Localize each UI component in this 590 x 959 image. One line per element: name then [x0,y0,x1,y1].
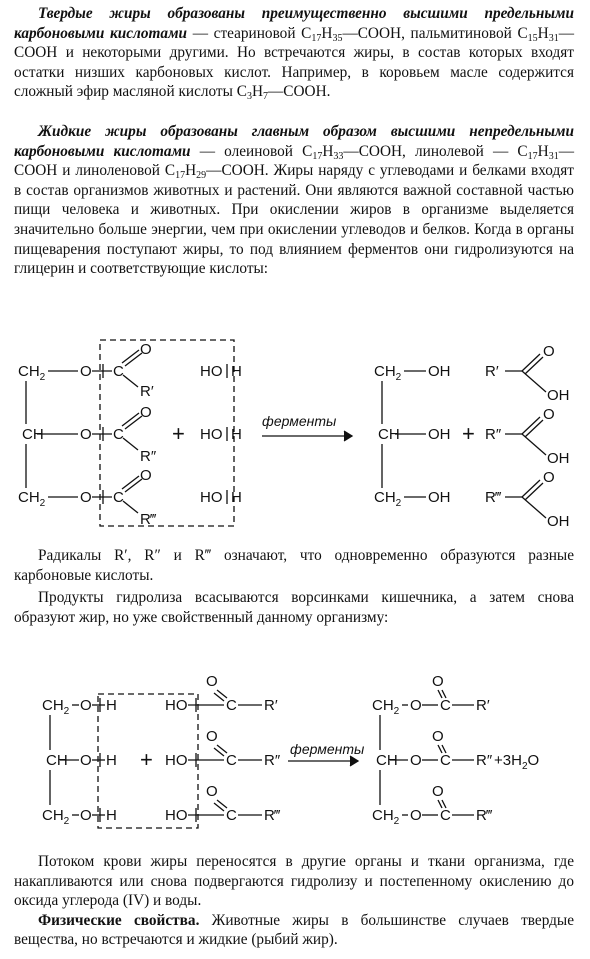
text: —COOH, линолевой — C [343,142,528,160]
text: H [322,142,334,160]
ho-group: HO [165,697,188,714]
h-atom: H [106,697,117,714]
lead-solid-fats: Твердые жиры образованы преимущественно высшими предельными карбоновыми кислотами [14,5,574,42]
oh-group: OH [547,450,570,467]
radical-r1: R′ [476,697,490,714]
paragraph-solid-fats [14,4,574,102]
oh-group: OH [428,489,451,506]
radical-r2: R″ [476,752,493,769]
text: Потоком крови жиры переносятся в другие органы и ткани организма, где накапливаются или снова подвергаются гидролизу и постепенному окислению до оксида углерода (IV) и воды. [14,853,574,910]
lead-liquid-fats: Жидкие жиры образованы главным образом высшими непредельными карбоновыми кислотами [14,123,574,160]
text: —COOH. [268,83,331,101]
o-atom: O [80,752,92,769]
water-term: $+3H_2O$ [494,752,540,772]
o-atom: O [410,807,422,824]
subscript: 29 [196,170,207,182]
o-atom: O [543,469,555,486]
o-atom: O [140,467,152,484]
subscript: 15 [527,32,538,44]
radical-r3: R‴ [485,489,502,506]
o-atom: O [206,673,218,690]
ch-mid: CH [46,752,68,769]
c-atom: C [226,807,237,824]
ch2-bot: $CH_2$ [374,489,402,509]
arrow-label: ферменты [262,413,337,429]
subscript: 33 [333,150,344,162]
ch-mid: CH [22,426,44,443]
section-heading-physical: Физические свойства. [38,911,200,929]
o-atom: O [80,363,92,380]
text: — стеариновой C [187,24,312,42]
oh-group: OH [428,426,451,443]
subscript: 17 [312,150,323,162]
c-atom: C [226,752,237,769]
text: H [251,83,263,101]
o-atom: O [140,341,152,358]
ch2-bot: $CH_2$ [42,807,70,827]
subscript: 3 [246,91,252,103]
c-atom: C [226,697,237,714]
ch2-top: $CH_2$ [18,363,46,383]
paragraph-transport [14,852,574,950]
text: Продукты гидролиза всасываются ворсинками кишечника, а затем снова образуют жир, но уже свойственный данному организму: [14,589,574,626]
text: H [537,24,549,42]
o-atom: O [80,807,92,824]
c-atom: C [113,363,124,380]
o-atom: O [432,673,444,690]
subscript: 31 [548,32,559,44]
o-atom: O [432,728,444,745]
arrow-label: ферменты [290,741,365,757]
text: Животные жиры в большинстве случаев твердые вещества, но встречаются и жидкие (рыбий жир). [14,911,574,949]
o-atom: O [543,406,555,423]
radical-r2: R″ [140,448,157,465]
c-atom: C [113,489,124,506]
o-atom: O [206,728,218,745]
o-atom: O [80,426,92,443]
subscript: 17 [527,150,538,162]
radical-r3: R‴ [476,807,493,824]
radical-r1: R′ [140,383,154,400]
water-h: H [231,426,242,443]
text: H [537,142,549,160]
o-atom: O [80,489,92,506]
o-atom: O [410,752,422,769]
text: —COOH и линоленовой C [14,142,574,180]
c-atom: C [440,807,451,824]
radical-r2: R″ [264,752,281,769]
ho-group: HO [165,807,188,824]
radical-r3: R‴ [264,807,281,824]
ch2-top: $CH_2$ [42,697,70,717]
text: H [321,24,333,42]
plus-sign: + [140,747,153,772]
oh-group: OH [547,387,570,404]
text: Радикалы R′, R″ и R‴ означают, что одновременно образуются разные карбоновые кислоты. [14,547,574,584]
oh-group: OH [547,513,570,530]
subscript: 7 [263,91,268,103]
text: —COOH. Жиры наряду с углеводами и белками входят в состав организмов животных и растений. Они являются важной составной частью пищи человека и животных. При окислении жиров в организме выделяется значительно больше энергии, чем при окислении углеводов и белков. Когда в органы пищеварения поступают жиры, то под влиянием ферментов они гидролизуются на глицерин и соответствующие кислоты: [14,162,574,278]
c-atom: C [440,697,451,714]
paragraph-radicals [14,546,574,585]
ch-mid: CH [378,426,400,443]
text: —COOH и некоторыми другими. Но встречаются жиры, в состав которых входят остатки низших карбоновых кислот. Например, в коровьем масле содержится сложный эфир масляной кислоты C [14,24,575,101]
h-atom: H [106,807,117,824]
synthesis-diagram [0,664,590,844]
text: —COOH, пальмитиновой C [342,24,528,42]
h-atom: H [106,752,117,769]
subscript: 17 [175,170,186,182]
oh-group: OH [428,363,451,380]
subscript: 17 [311,32,322,44]
ch-mid: CH [376,752,398,769]
c-atom: C [440,752,451,769]
o-atom: O [206,783,218,800]
water-ho: HO [200,363,223,380]
plus-sign: + [462,421,475,446]
text: — олеиновой C [190,142,313,160]
water-h: H [231,489,242,506]
text: H [185,162,197,180]
o-atom: O [140,404,152,421]
plus-sign: + [172,421,185,446]
paragraph-absorption [14,588,574,627]
water-ho: HO [200,426,223,443]
water-ho: HO [200,489,223,506]
ch2-top: $CH_2$ [374,363,402,383]
water-h: H [231,363,242,380]
subscript: 31 [548,150,559,162]
subscript: 35 [332,32,343,44]
radical-r2: R″ [485,426,502,443]
radical-r1: R′ [485,363,499,380]
radical-r1: R′ [264,697,278,714]
hydrolysis-diagram [0,336,590,536]
o-atom: O [543,343,555,360]
o-atom: O [80,697,92,714]
radical-r3: R‴ [140,511,157,528]
c-atom: C [113,426,124,443]
o-atom: O [410,697,422,714]
ho-group: HO [165,752,188,769]
paragraph-liquid-fats [14,122,574,279]
ch2-top: $CH_2$ [372,697,400,717]
o-atom: O [432,783,444,800]
ch2-bot: $CH_2$ [372,807,400,827]
ch2-bot: $CH_2$ [18,489,46,509]
